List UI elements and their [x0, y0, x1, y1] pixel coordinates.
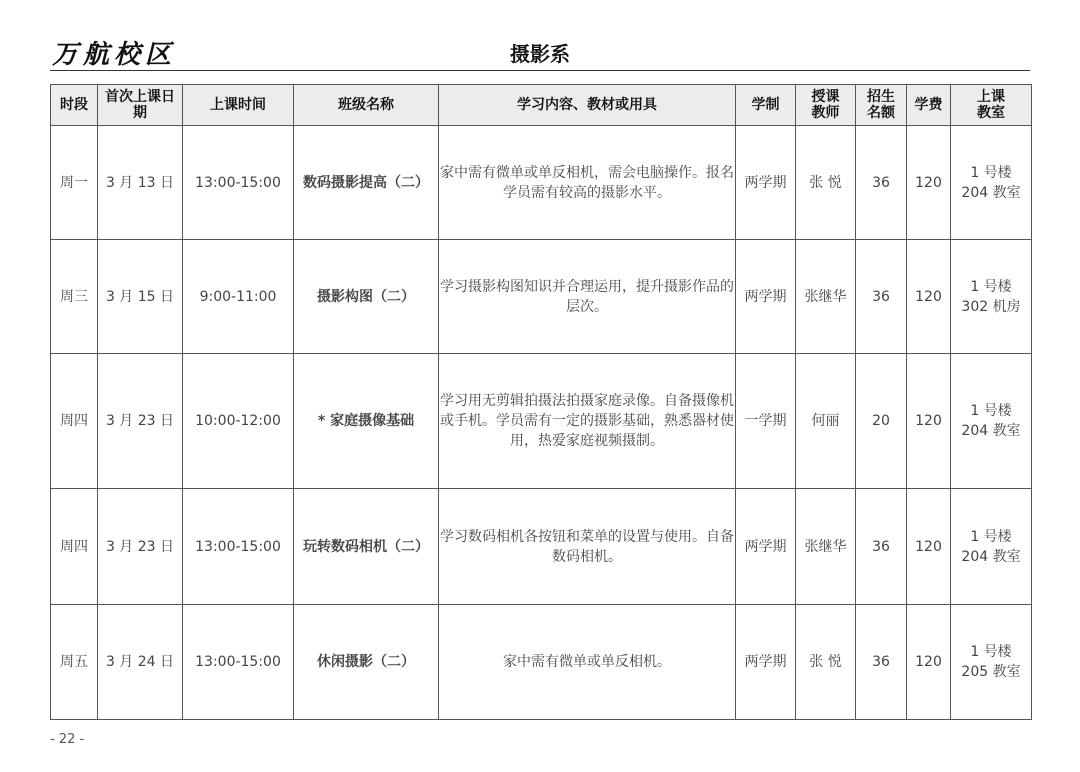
cell-day: 周五 [51, 605, 98, 720]
column-header-quota: 招生名额 [856, 85, 907, 126]
cell-content: 家中需有微单或单反相机，需会电脑操作。报名学员需有较高的摄影水平。 [439, 126, 736, 240]
cell-quota: 36 [856, 240, 907, 354]
cell-quota: 36 [856, 489, 907, 605]
cell-teacher: 张 悦 [796, 126, 856, 240]
cell-time: 10:00-12:00 [183, 354, 294, 489]
cell-teacher: 何丽 [796, 354, 856, 489]
campus-name: 万航校区 [52, 40, 177, 70]
table-row [51, 240, 1032, 354]
cell-fee: 120 [907, 489, 951, 605]
cell-first-date: 3 月 23 日 [98, 354, 183, 489]
cell-teacher: 张继华 [796, 489, 856, 605]
cell-content: 学习数码相机各按钮和菜单的设置与使用。自备数码相机。 [439, 489, 736, 605]
cell-day: 周一 [51, 126, 98, 240]
cell-quota: 36 [856, 605, 907, 720]
room-number: 302 机房 [961, 298, 1021, 315]
cell-teacher: 张继华 [796, 240, 856, 354]
cell-class-name: 数码摄影提高（二） [294, 126, 439, 240]
cell-room [951, 240, 1032, 354]
room-number: 204 教室 [961, 184, 1021, 201]
cell-room [951, 126, 1032, 240]
cell-time: 13:00-15:00 [183, 489, 294, 605]
cell-time: 13:00-15:00 [183, 605, 294, 720]
column-header-class-name: 班级名称 [294, 85, 439, 126]
cell-first-date: 3 月 24 日 [98, 605, 183, 720]
table-row [51, 354, 1032, 489]
cell-fee: 120 [907, 605, 951, 720]
cell-content: 学习摄影构图知识并合理运用，提升摄影作品的层次。 [439, 240, 736, 354]
cell-content: 家中需有微单或单反相机。 [439, 605, 736, 720]
column-header-day: 时段 [51, 85, 98, 126]
column-header-term: 学制 [736, 85, 796, 126]
table-row [51, 605, 1032, 720]
cell-day: 周三 [51, 240, 98, 354]
header-divider [50, 70, 1030, 71]
table-row [51, 489, 1032, 605]
cell-class-name: 摄影构图（二） [294, 240, 439, 354]
cell-class-name: 休闲摄影（二） [294, 605, 439, 720]
cell-term: 两学期 [736, 126, 796, 240]
cell-day: 周四 [51, 354, 98, 489]
cell-fee: 120 [907, 240, 951, 354]
cell-term: 两学期 [736, 489, 796, 605]
cell-first-date: 3 月 13 日 [98, 126, 183, 240]
cell-term: 一学期 [736, 354, 796, 489]
room-building: 1 号楼 [970, 644, 1012, 660]
column-header-time: 上课时间 [183, 85, 294, 126]
course-schedule-table [50, 84, 1032, 720]
cell-content: 学习用无剪辑拍摄法拍摄家庭录像。自备摄像机或手机。学员需有一定的摄影基础，熟悉器材使用，热爱家庭视频摄制。 [439, 354, 736, 489]
room-building: 1 号楼 [970, 278, 1012, 295]
department-title: 摄影系 [510, 42, 570, 66]
cell-first-date: 3 月 15 日 [98, 240, 183, 354]
cell-room [951, 605, 1032, 720]
column-header-first-date: 首次上课日期 [98, 85, 183, 126]
page-number: - 22 - [50, 732, 85, 747]
cell-time: 13:00-15:00 [183, 126, 294, 240]
cell-room [951, 354, 1032, 489]
cell-day: 周四 [51, 489, 98, 605]
room-number: 205 教室 [961, 664, 1021, 680]
column-header-fee: 学费 [907, 85, 951, 126]
cell-room [951, 489, 1032, 605]
cell-quota: 20 [856, 354, 907, 489]
column-header-content: 学习内容、教材或用具 [439, 85, 736, 126]
cell-term: 两学期 [736, 240, 796, 354]
column-header-teacher: 授课教师 [796, 85, 856, 126]
column-header-room: 上课教室 [951, 85, 1032, 126]
room-building: 1 号楼 [970, 403, 1012, 419]
cell-class-name: 玩转数码相机（二） [294, 489, 439, 605]
cell-term: 两学期 [736, 605, 796, 720]
cell-class-name: * 家庭摄像基础 [294, 354, 439, 489]
table-row [51, 126, 1032, 240]
cell-fee: 120 [907, 354, 951, 489]
cell-teacher: 张 悦 [796, 605, 856, 720]
cell-quota: 36 [856, 126, 907, 240]
cell-fee: 120 [907, 126, 951, 240]
table-header-row [51, 85, 1032, 126]
room-building: 1 号楼 [970, 164, 1012, 181]
room-number: 204 教室 [961, 423, 1021, 439]
room-building: 1 号楼 [970, 528, 1012, 545]
cell-time: 9:00-11:00 [183, 240, 294, 354]
room-number: 204 教室 [961, 548, 1021, 565]
cell-first-date: 3 月 23 日 [98, 489, 183, 605]
